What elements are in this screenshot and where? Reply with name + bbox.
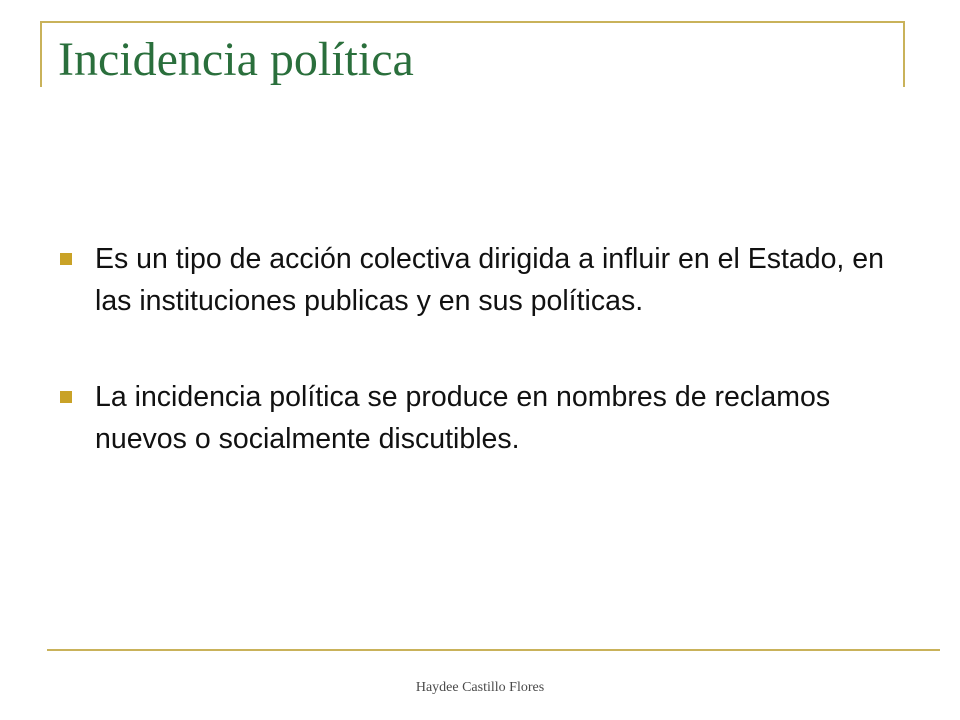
bullet-text: La incidencia política se produce en nombres de reclamos nuevos o socialmente discutibles. [95,381,831,455]
square-bullet-icon [60,253,72,265]
slide-footer: Haydee Castillo Flores [415,680,545,695]
top-border-line [40,21,905,23]
right-border-line [903,21,905,87]
bullet-text: Es un tipo de acción colectiva dirigida a influir en el Estado, en las instituciones publicas y en sus políticas. [95,243,884,317]
bullet-list [58,238,908,514]
square-bullet-icon [60,391,72,403]
bullet-item [58,376,908,460]
bottom-divider-line [47,649,940,651]
left-border-line [40,21,42,87]
slide-title: Incidencia política [58,33,414,86]
bullet-item [58,238,908,322]
